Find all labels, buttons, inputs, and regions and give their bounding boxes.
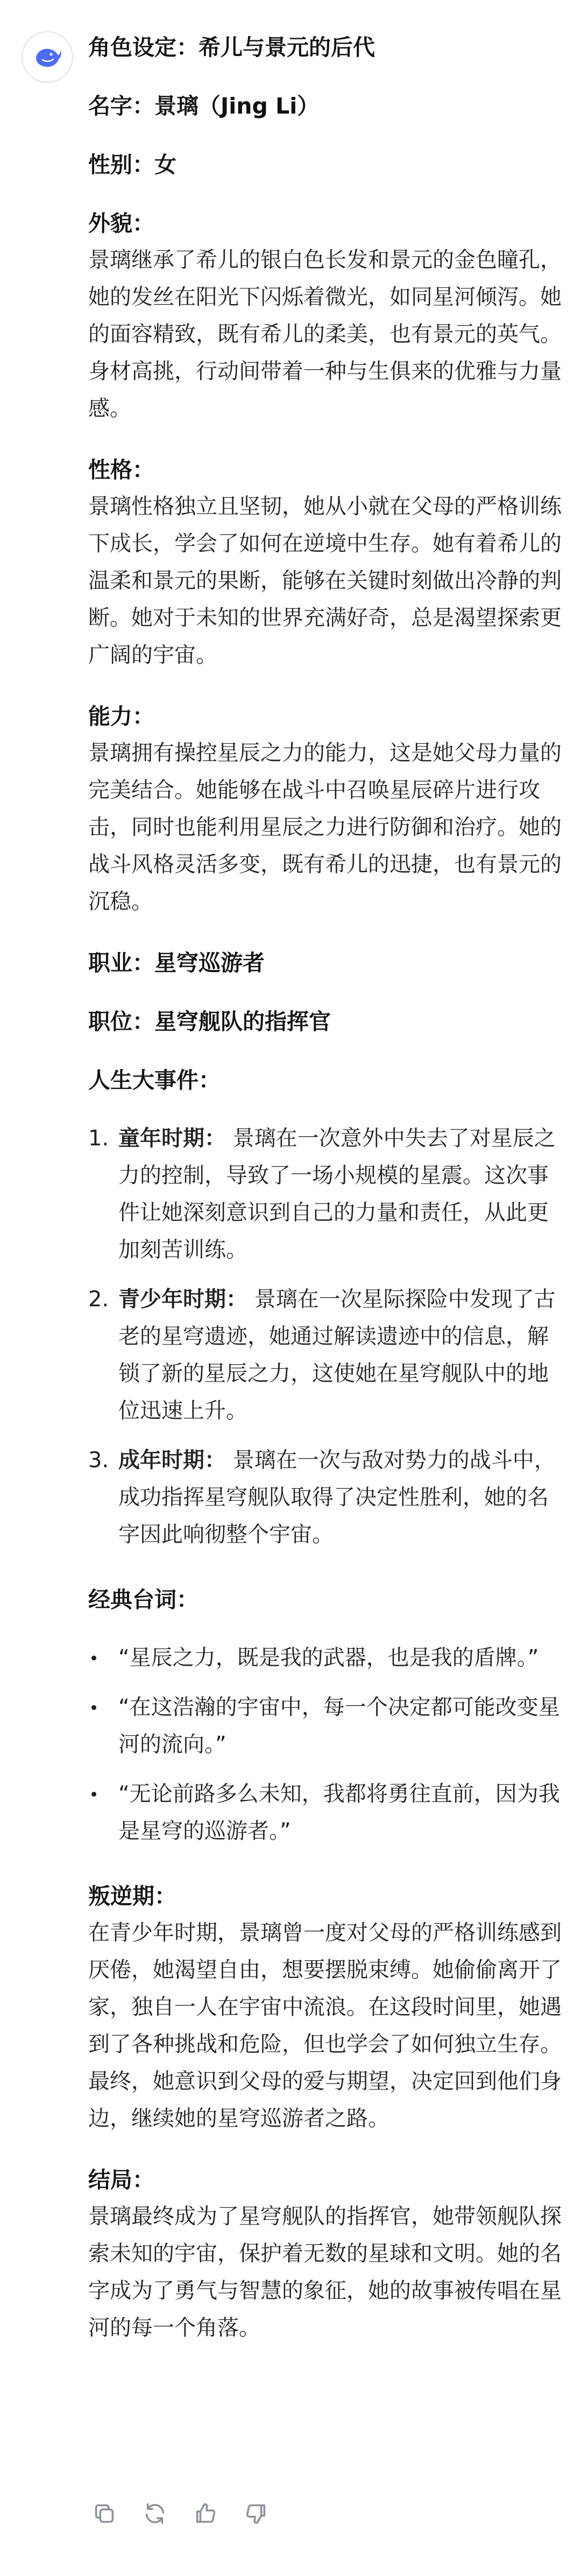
quotes-list bbox=[88, 1639, 562, 1850]
quote-text: “星辰之力，既是我的武器，也是我的盾牌。” bbox=[118, 1645, 539, 1670]
rebellion-heading: 叛逆期： bbox=[88, 1883, 176, 1909]
list-item-lead: 青少年时期： bbox=[118, 1287, 247, 1312]
ability-heading: 能力： bbox=[88, 703, 154, 729]
thumbs-up-button[interactable] bbox=[189, 2497, 222, 2530]
personality-text: 景璃性格独立且坚韧，她从小就在父母的严格训练下成长，学会了如何在逆境中生存。她有着希儿的温柔和景元的果断，能够在关键时刻做出冷静的判断。她对于未知的世界充满好奇，总是渴望探索更广阔的宇宙。 bbox=[88, 494, 562, 667]
quote-text: “无论前路多么未知，我都将勇往直前，因为我是星穹的巡游者。” bbox=[118, 1782, 560, 1843]
list-item-text: 景璃在一次与敌对势力的战斗中，成功指挥星穹舰队取得了决定性胜利，她的名字因此响彻整个宇宙。 bbox=[118, 1448, 556, 1547]
ability-text: 景璃拥有操控星辰之力的能力，这是她父母力量的完美结合。她能够在战斗中召唤星辰碎片进行攻击，同时也能利用星辰之力进行防御和治疗。她的战斗风格灵活多变，既有希儿的迅捷，也有景元的沉稳。 bbox=[88, 741, 562, 914]
thumbs-down-icon bbox=[244, 2501, 268, 2526]
ending-text: 景璃最终成为了星穹舰队的指挥官，她带领舰队探索未知的宇宙，保护着无数的星球和文明。她的名字成为了勇气与智慧的象征，她的故事被传唱在星河的每一个角落。 bbox=[88, 2204, 562, 2340]
list-item-number: 3. bbox=[88, 1448, 109, 1473]
rebellion-section bbox=[88, 1880, 562, 2137]
copy-button[interactable] bbox=[88, 2497, 121, 2530]
bullet-icon bbox=[91, 1656, 96, 1660]
assistant-message bbox=[88, 31, 562, 2373]
appearance-text: 景璃继承了希儿的银白色长发和景元的金色瞳孔，她的发丝在阳光下闪烁着微光，如同星河倾泻。她的面容精致，既有希儿的柔美，也有景元的英气。身材高挑，行动间带着一种与生俱来的优雅与力量感。 bbox=[88, 248, 562, 421]
personality-heading: 性格： bbox=[88, 457, 154, 483]
list-item bbox=[88, 1689, 562, 1763]
list-item-number: 1. bbox=[88, 1126, 109, 1151]
events-heading: 人生大事件： bbox=[88, 1067, 221, 1093]
list-item-text: 景璃在一次星际探险中发现了古老的星穹遗迹，她通过解读遗迹中的信息，解锁了新的星辰之力，这使她在星穹舰队中的地位迅速上升。 bbox=[118, 1287, 556, 1423]
message-title: 角色设定：希儿与景元的后代 bbox=[88, 34, 375, 60]
bullet-icon bbox=[91, 1792, 96, 1797]
quote-text: “在这浩瀚的宇宙中，每一个决定都可能改变星河的流向。” bbox=[118, 1695, 560, 1757]
personality-section bbox=[88, 454, 562, 674]
thumbs-down-button[interactable] bbox=[240, 2497, 272, 2530]
list-item bbox=[88, 1281, 562, 1430]
events-section bbox=[88, 1064, 562, 1553]
copy-icon bbox=[92, 2501, 117, 2526]
events-list bbox=[88, 1120, 562, 1553]
regenerate-button[interactable] bbox=[139, 2497, 171, 2530]
name-field: 名字：景璃（Jing Li） bbox=[88, 93, 320, 119]
list-item bbox=[88, 1776, 562, 1850]
occupation-field: 职业：星穹巡游者 bbox=[88, 950, 265, 976]
ending-heading: 结局： bbox=[88, 2167, 154, 2193]
gender-field: 性别：女 bbox=[88, 152, 176, 178]
list-item-text: 景璃在一次意外中失去了对星辰之力的控制，导致了一场小规模的星震。这次事件让她深刻意识到自己的力量和责任，从此更加刻苦训练。 bbox=[118, 1126, 556, 1262]
list-item bbox=[88, 1442, 562, 1553]
ability-section bbox=[88, 700, 562, 920]
regenerate-icon bbox=[143, 2501, 167, 2526]
assistant-avatar bbox=[22, 31, 73, 83]
appearance-section bbox=[88, 207, 562, 427]
list-item bbox=[88, 1120, 562, 1269]
position-field: 职位：星穹舰队的指挥官 bbox=[88, 1009, 331, 1034]
list-item-lead: 童年时期： bbox=[118, 1126, 226, 1151]
thumbs-up-icon bbox=[193, 2501, 218, 2526]
quotes-section bbox=[88, 1583, 562, 1850]
list-item bbox=[88, 1639, 562, 1677]
list-item-lead: 成年时期： bbox=[118, 1448, 226, 1473]
list-item-number: 2. bbox=[88, 1287, 109, 1312]
appearance-heading: 外貌： bbox=[88, 210, 154, 236]
ending-section bbox=[88, 2164, 562, 2347]
rebellion-text: 在青少年时期，景璃曾一度对父母的严格训练感到厌倦，她渴望自由，想要摆脱束缚。她偷偷离开了家，独自一人在宇宙中流浪。在这段时间里，她遇到了各种挑战和危险，但也学会了如何独立生存。最终，她意识到父母的爱与期望，决定回到他们身边，继续她的星穹巡游者之路。 bbox=[88, 1920, 562, 2131]
whale-logo-icon bbox=[32, 41, 63, 73]
message-actions bbox=[88, 2497, 272, 2530]
bullet-icon bbox=[91, 1705, 96, 1710]
quotes-heading: 经典台词： bbox=[88, 1587, 199, 1613]
